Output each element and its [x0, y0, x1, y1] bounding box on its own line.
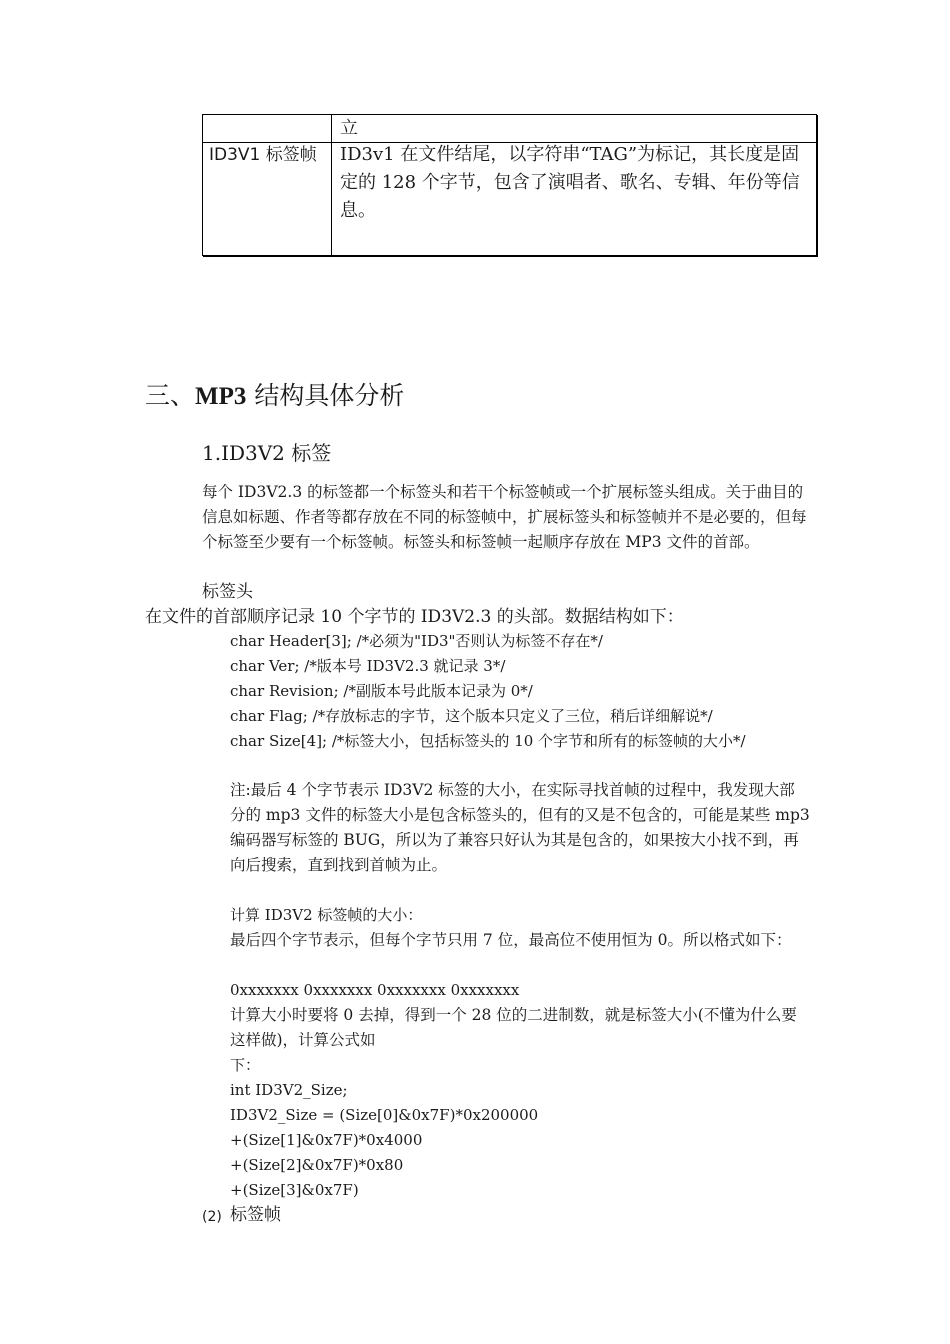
section-title-prefix: 三、	[145, 381, 196, 410]
header-description: 在文件的首部顺序记录 10 个字节的 ID3V2.3 的头部。数据结构如下：	[145, 607, 684, 627]
item-number: (2)	[202, 1209, 222, 1225]
formula-line: ID3V2_Size = (Size[0]&0x7F)*0x200000	[230, 1106, 539, 1124]
struct-line: char Flag; /*存放标志的字节，这个版本只定义了三位，稍后详细解说*/	[230, 707, 713, 725]
table-right-border	[816, 115, 818, 255]
subsection-title: 1.ID3V2 标签	[202, 441, 332, 465]
formula-line: int ID3V2_Size;	[230, 1081, 348, 1099]
table-cell-id3v1-desc: ID3v1 在文件结尾，以字符串“TAG”为标记，其长度是固定的 128 个字节，包含了演唱者、歌名、专辑、年份等信息。	[340, 144, 800, 221]
calc-description: 最后四个字节表示，但每个字节只用 7 位，最高位不使用恒为 0。所以格式如下：	[230, 931, 792, 949]
item-label: 标签帧	[230, 1205, 281, 1225]
calc-description-2: 计算大小时要将 0 去掉，得到一个 28 位的二进制数，就是标签大小(不懂为什么要这样做)，计算公式如	[230, 1006, 797, 1049]
calc-title: 计算 ID3V2 标签帧的大小：	[230, 906, 423, 924]
binary-format: 0xxxxxxx 0xxxxxxx 0xxxxxxx 0xxxxxxx	[230, 981, 520, 999]
section-title-suffix: 结构具体分析	[246, 381, 405, 410]
formula-line: +(Size[3]&0x7F)	[230, 1181, 359, 1199]
label-header: 标签头	[202, 582, 253, 602]
struct-line: char Ver; /*版本号 ID3V2.3 就记录 3*/	[230, 657, 506, 675]
formula-line: +(Size[1]&0x7F)*0x4000	[230, 1131, 423, 1149]
info-table	[202, 114, 817, 256]
section-title-bold: MP3	[195, 383, 247, 410]
struct-line: char Revision; /*副版本号此版本记录为 0*/	[230, 682, 533, 700]
calc-description-3: 下：	[230, 1056, 261, 1074]
struct-line: char Header[3]; /*必须为"ID3"否则认为标签不存在*/	[230, 632, 603, 650]
table-bottom-border	[203, 255, 818, 257]
table-cell-id3v1-label: ID3V1 标签帧	[209, 145, 317, 165]
struct-line: char Size[4]; /*标签大小，包括标签头的 10 个字节和所有的标签帧的大小*/	[230, 732, 746, 750]
table-cell-continuation: 立	[340, 118, 358, 139]
intro-paragraph: 每个 ID3V2.3 的标签都一个标签头和若干个标签帧或一个扩展标签头组成。关于曲目的信息如标题、作者等都存放在不同的标签帧中，扩展标签头和标签帧并不是必要的，但每个标签至少要有一个标签帧。标签头和标签帧一起顺序存放在 MP3 文件的首部。	[202, 483, 807, 551]
table-column-divider	[331, 115, 332, 255]
section-title	[145, 376, 404, 412]
note-paragraph: 注:最后 4 个字节表示 ID3V2 标签的大小，在实际寻找首帧的过程中，我发现大部分的 mp3 文件的标签大小是包含标签头的，但有的又是不包含的，可能是某些 mp3 编码器写标签的 BUG，所以为了兼容只好认为其是包含的，如果按大小找不到，再向后搜索，直到找到首帧为止。	[230, 781, 810, 874]
formula-line: +(Size[2]&0x7F)*0x80	[230, 1156, 404, 1174]
